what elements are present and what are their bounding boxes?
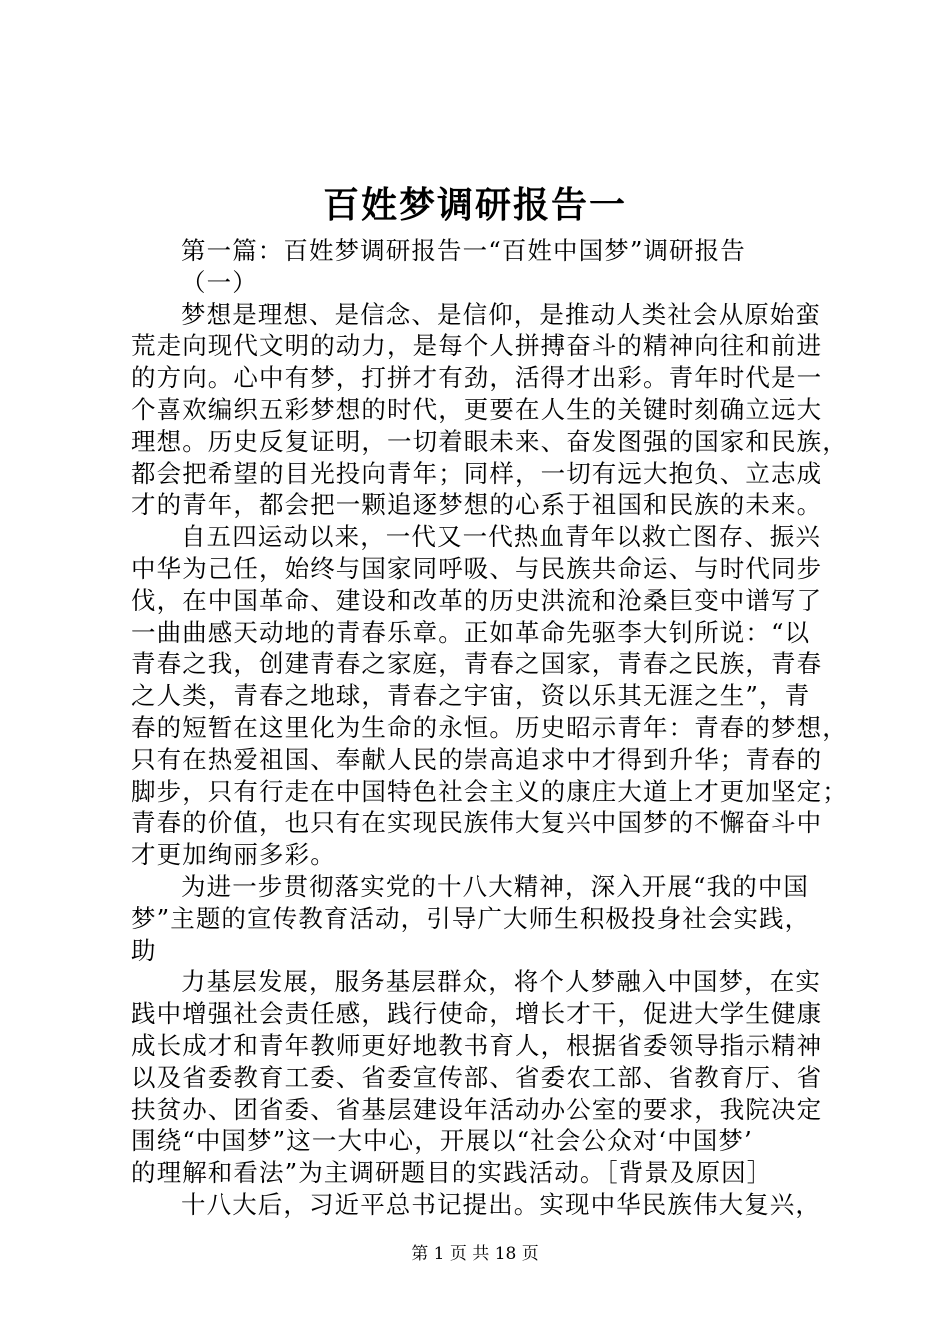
document-body xyxy=(131,235,848,1221)
text-line: 理想。历史反复证明，一切着眼未来、奋发图强的国家和民族， xyxy=(131,426,848,456)
text-line: 梦想是理想、是信念、是信仰，是推动人类社会从原始蛮 xyxy=(181,299,821,329)
text-line: 十八大后，习近平总书记提出。实现中华民族伟大复兴， xyxy=(181,1189,821,1219)
text-line: 以及省委教育工委、省委宣传部、省委农工部、省教育厅、省 xyxy=(131,1062,823,1092)
text-line: 助 xyxy=(131,935,157,965)
text-line: 自五四运动以来，一代又一代热血青年以救亡图存、振兴 xyxy=(181,522,821,552)
text-line: 青春之我，创建青春之家庭，青春之国家，青春之民族，青春 xyxy=(131,649,823,679)
text-line: 青春的价值，也只有在实现民族伟大复兴中国梦的不懈奋斗中 xyxy=(131,808,823,838)
text-line: 荒走向现代文明的动力，是每个人拼搏奋斗的精神向往和前进 xyxy=(131,331,823,361)
text-line: 个喜欢编织五彩梦想的时代，更要在人生的关键时刻确立远大 xyxy=(131,394,823,424)
text-line: 的理解和看法”为主调研题目的实践活动。［背景及原因］ xyxy=(131,1158,773,1188)
text-line: 之人类，青春之地球，青春之宇宙，资以乐其无涯之生”，青 xyxy=(131,681,811,711)
text-line: 才的青年，都会把一颗追逐梦想的心系于祖国和民族的未来。 xyxy=(131,490,823,520)
text-line: 伐，在中国革命、建设和改革的历史洪流和沧桑巨变中谱写了 xyxy=(131,585,823,615)
text-line: 春的短暂在这里化为生命的永恒。历史昭示青年：青春的梦想， xyxy=(131,712,848,742)
text-line: 脚步，只有行走在中国特色社会主义的康庄大道上才更加坚定； xyxy=(131,776,848,806)
text-line: 中华为己任，始终与国家同呼吸、与民族共命运、与时代同步 xyxy=(131,553,823,583)
page-footer: 第 1 页 共 18 页 xyxy=(411,1244,539,1264)
text-line: （一） xyxy=(181,267,258,297)
text-line: 梦”主题的宣传教育活动，引导广大师生积极投身社会实践， xyxy=(131,903,811,933)
text-line: 都会把希望的目光投向青年；同样，一切有远大抱负、立志成 xyxy=(131,458,823,488)
text-line: 围绕“中国梦”这一大中心，开展以“社会公众对‘中国梦’ xyxy=(131,1126,753,1156)
text-line: 的方向。心中有梦，打拼才有劲，活得才出彩。青年时代是一 xyxy=(131,363,823,393)
text-line: 只有在热爱祖国、奉献人民的崇高追求中才得到升华；青春的 xyxy=(131,744,823,774)
document-title: 百姓梦调研报告一 xyxy=(322,184,627,226)
text-line: 才更加绚丽多彩。 xyxy=(131,840,336,870)
text-line: 第一篇：百姓梦调研报告一“百姓中国梦”调研报告 xyxy=(181,236,746,265)
text-line: 一曲曲感天动地的青春乐章。正如革命先驱李大钊所说：“以 xyxy=(131,617,811,647)
text-line: 为进一步贯彻落实党的十八大精神，深入开展“我的中国 xyxy=(181,871,810,901)
text-line: 成长成才和青年教师更好地教书育人，根据省委领导指示精神 xyxy=(131,1030,823,1060)
text-line: 践中增强社会责任感，践行使命，增长才干，促进大学生健康 xyxy=(131,999,823,1029)
text-line: 扶贫办、团省委、省基层建设年活动办公室的要求，我院决定 xyxy=(131,1094,823,1124)
text-line: 力基层发展，服务基层群众，将个人梦融入中国梦，在实 xyxy=(181,967,821,997)
